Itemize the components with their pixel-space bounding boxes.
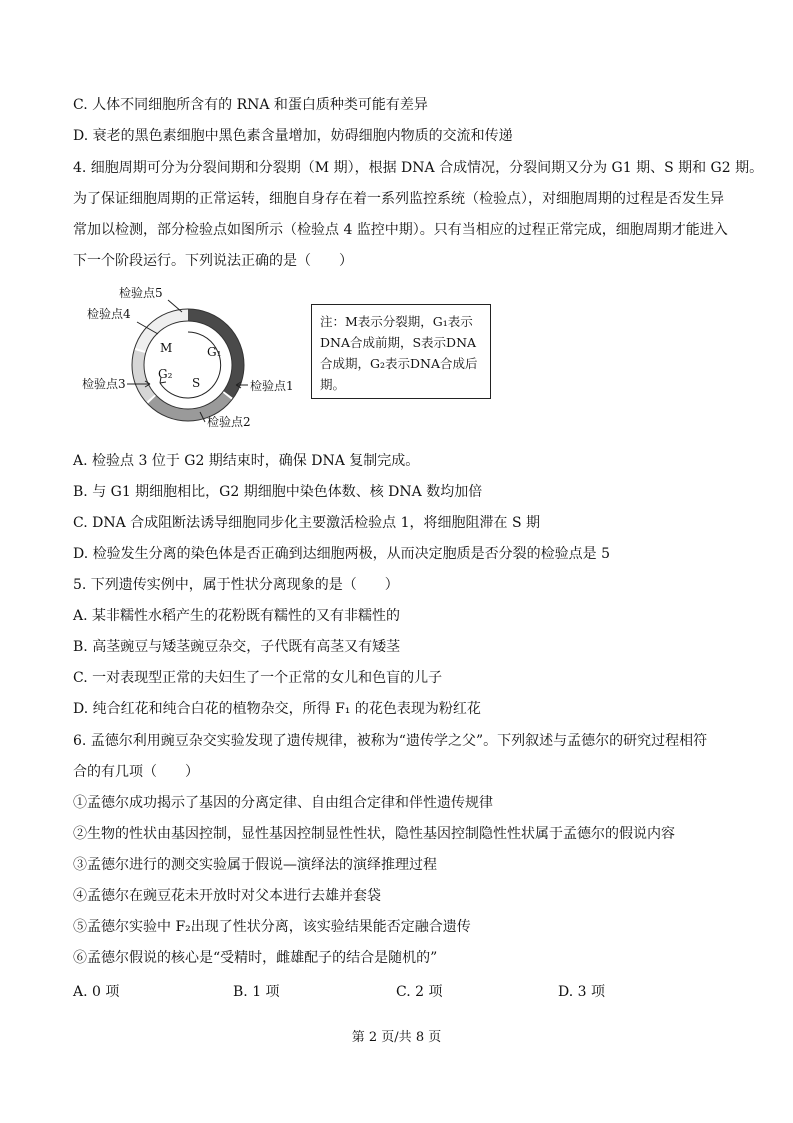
phase-label-g1: G₁ <box>207 345 222 359</box>
line-q4-stem-4: 下一个阶段运行。下列说法正确的是（ ） <box>73 253 353 269</box>
line-q5-d: D. 纯合红花和纯合白花的植物杂交，所得 F₁ 的花色表现为粉红花 <box>73 701 481 717</box>
line-q5-stem: 5. 下列遗传实例中，属于性状分离现象的是（ ） <box>73 577 399 593</box>
line-q5-b: B. 高茎豌豆与矮茎豌豆杂交，子代既有高茎又有矮茎 <box>73 639 401 655</box>
line-q3-c: C. 人体不同细胞所含有的 RNA 和蛋白质种类可能有差异 <box>73 97 428 113</box>
diagram-note-box: 注：M表示分裂期，G₁表示DNA合成前期，S表示DNA合成期，G₂表示DNA合成后期。 <box>311 304 491 399</box>
line-q6-item-2: ②生物的性状由基因控制，显性基因控制显性性状，隐性基因控制隐性性状属于孟德尔的假说内容 <box>73 826 675 842</box>
q6-option-b: B. 1 项 <box>233 984 280 1000</box>
phase-label-s: S <box>192 376 201 390</box>
line-q6-stem-1: 6. 孟德尔利用豌豆杂交实验发现了遗传规律，被称为“遗传学之父”。下列叙述与孟德尔的研究过程相符 <box>73 733 708 749</box>
line-q6-item-6: ⑥孟德尔假说的核心是“受精时，雌雄配子的结合是随机的” <box>73 950 438 966</box>
q6-option-d: D. 3 项 <box>558 984 605 1000</box>
q6-options <box>73 981 713 1001</box>
line-q6-stem-2: 合的有几项（ ） <box>73 764 199 780</box>
line-q6-item-1: ①孟德尔成功揭示了基因的分离定律、自由组合定律和伴性遗传规律 <box>73 795 493 811</box>
checkpoint-label-5: 检验点5 <box>119 286 163 300</box>
line-q4-stem-1: 4. 细胞周期可分为分裂间期和分裂期（M 期），根据 DNA 合成情况，分裂间期又分为 G1 期、S 期和 G2 期。 <box>73 160 764 176</box>
line-q3-d: D. 衰老的黑色素细胞中黑色素含量增加，妨碍细胞内物质的交流和传递 <box>73 128 513 144</box>
cycle-inner-rim <box>144 321 232 409</box>
line-q5-a: A. 某非糯性水稻产生的花粉既有糯性的又有非糯性的 <box>73 608 401 624</box>
line-q4-stem-3: 常加以检测，部分检验点如图所示（检验点 4 监控中期）。只有当相应的过程正常完成，细胞周期才能进入 <box>73 222 728 238</box>
checkpoint-label-4: 检验点4 <box>87 307 131 321</box>
line-q5-c: C. 一对表现型正常的夫妇生了一个正常的女儿和色盲的儿子 <box>73 670 443 686</box>
line-q4-stem-2: 为了保证细胞周期的正常运转，细胞自身存在着一系列监控系统（检验点），对细胞周期的过程是否发生异 <box>73 191 724 207</box>
phase-label-g2: G₂ <box>158 367 173 381</box>
phase-label-m: M <box>160 341 173 355</box>
checkpoint-label-1: 检验点1 <box>250 379 294 393</box>
line-q4-b: B. 与 G1 期细胞相比，G2 期细胞中染色体数、核 DNA 数均加倍 <box>73 484 483 500</box>
checkpoint-label-3: 检验点3 <box>82 377 126 391</box>
q6-option-c: C. 2 项 <box>396 984 443 1000</box>
line-q4-c: C. DNA 合成阻断法诱导细胞同步化主要激活检验点 1，将细胞阻滞在 S 期 <box>73 515 540 531</box>
checkpoint-label-2: 检验点2 <box>207 415 251 429</box>
line-q4-d: D. 检验发生分离的染色体是否正确到达细胞两极，从而决定胞质是否分裂的检验点是 5 <box>73 546 610 562</box>
page-footer: 第 2 页/共 8 页 <box>351 1030 442 1045</box>
line-q6-item-5: ⑤孟德尔实验中 F₂出现了性状分离，该实验结果能否定融合遗传 <box>73 919 471 935</box>
line-q6-item-4: ④孟德尔在豌豆花未开放时对父本进行去雄并套袋 <box>73 888 381 904</box>
q6-option-a: A. 0 项 <box>73 984 120 1000</box>
line-q4-a: A. 检验点 3 位于 G2 期结束时，确保 DNA 复制完成。 <box>73 453 420 469</box>
line-q6-item-3: ③孟德尔进行的测交实验属于假说—演绎法的演绎推理过程 <box>73 857 437 873</box>
